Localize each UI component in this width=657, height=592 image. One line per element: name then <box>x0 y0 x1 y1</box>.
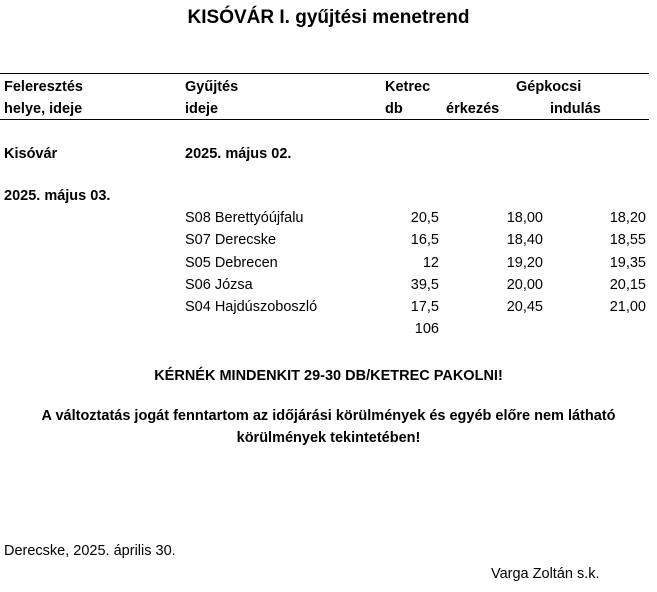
header-top-rule <box>0 73 649 74</box>
header-release-place: Feleresztés <box>4 79 83 95</box>
row-departure: 20,15 <box>609 277 646 293</box>
place-and-date: Derecske, 2025. április 30. <box>4 543 176 559</box>
collection-date: 2025. május 02. <box>185 146 292 162</box>
row-place: S07 Derecske <box>185 232 277 248</box>
total-cages: 106 <box>414 321 439 337</box>
row-arrival: 20,00 <box>506 277 543 293</box>
row-cages: 12 <box>422 255 439 271</box>
row-departure: 19,35 <box>609 255 646 271</box>
page-title: KISÓVÁR I. gyűjtési menetrend <box>187 7 470 28</box>
row-place: S05 Debrecen <box>185 255 278 271</box>
release-date: 2025. május 03. <box>4 188 111 204</box>
row-place: S08 Berettyóújfalu <box>185 210 304 226</box>
row-arrival: 19,20 <box>506 255 543 271</box>
row-departure: 18,20 <box>609 210 646 226</box>
row-cages: 16,5 <box>410 232 439 248</box>
header-cages-count: db <box>385 101 403 117</box>
header-release-time: helye, ideje <box>4 101 83 117</box>
row-cages: 20,5 <box>410 210 439 226</box>
row-arrival: 18,40 <box>506 232 543 248</box>
row-cages: 39,5 <box>410 277 439 293</box>
disclaimer-line-2: körülmények tekintetében! <box>236 430 421 446</box>
header-collection-time: ideje <box>185 101 219 117</box>
row-departure: 21,00 <box>609 299 646 315</box>
row-place: S06 Józsa <box>185 277 253 293</box>
disclaimer-line-1: A változtatás jogát fenntartom az időjárási körülmények és egyéb előre nem látható <box>41 408 616 424</box>
header-vehicle-group: Gépkocsi <box>516 79 582 95</box>
row-cages: 17,5 <box>410 299 439 315</box>
header-cages: Ketrec <box>385 79 431 95</box>
header-departure: indulás <box>550 101 601 117</box>
header-arrival: érkezés <box>446 101 500 117</box>
header-bottom-rule <box>0 119 649 120</box>
header-collection: Gyűjtés <box>185 79 239 95</box>
signature: Varga Zoltán s.k. <box>491 566 600 582</box>
row-arrival: 18,00 <box>506 210 543 226</box>
packing-notice: KÉRNÉK MINDENKIT 29-30 DB/KETREC PAKOLNI! <box>154 368 503 384</box>
row-place: S04 Hajdúszoboszló <box>185 299 318 315</box>
row-arrival: 20,45 <box>506 299 543 315</box>
release-place: Kisóvár <box>4 146 58 162</box>
row-departure: 18,55 <box>609 232 646 248</box>
